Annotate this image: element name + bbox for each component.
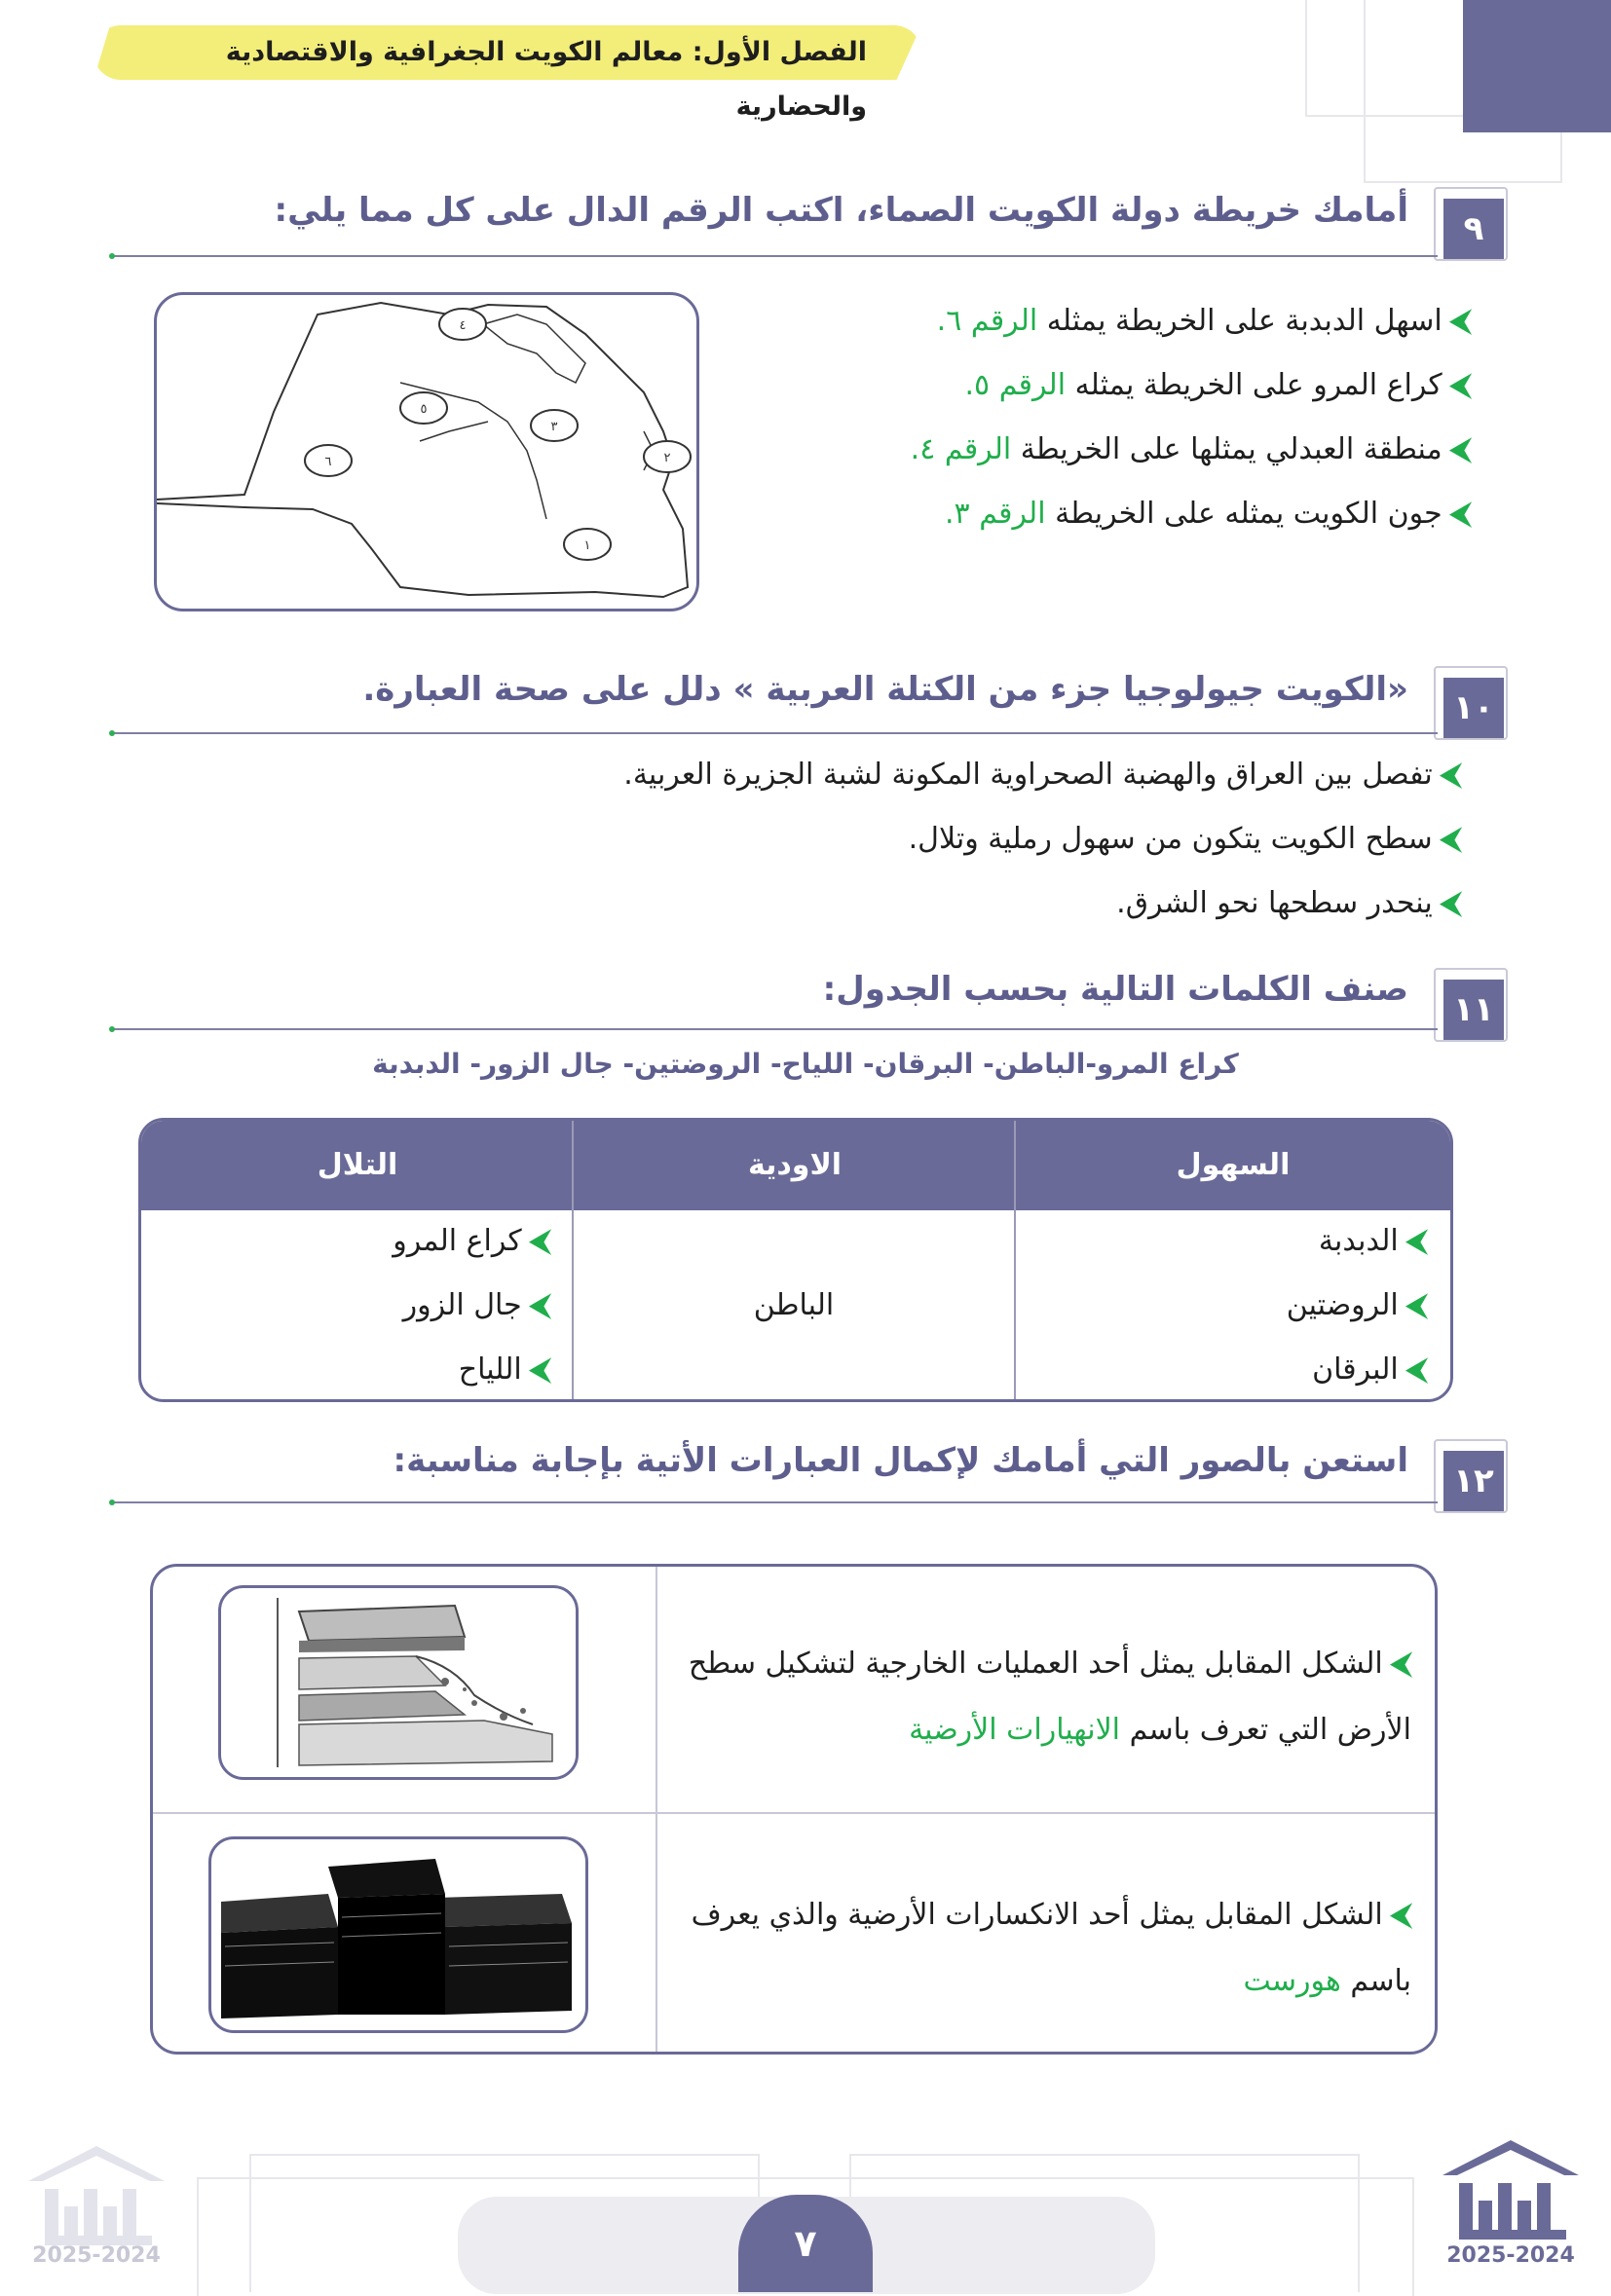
question-number-10: ١٠ xyxy=(1443,678,1504,738)
line-dot xyxy=(109,730,115,736)
question-number-11: ١١ xyxy=(1443,980,1504,1040)
arrow-icon: ⮜ xyxy=(1449,497,1471,531)
question-number-9: ٩ xyxy=(1443,199,1504,259)
q12-underline xyxy=(113,1501,1438,1503)
page-number: ٧ xyxy=(738,2195,873,2292)
map-label: ١ xyxy=(583,538,591,553)
q9-item: ⮜جون الكويت يمثله على الخريطة الرقم ٣. xyxy=(944,497,1471,531)
column-divider xyxy=(656,1567,657,2052)
valleys-item: الباطن xyxy=(753,1288,835,1322)
q10-item: ⮜سطح الكويت يتكون من سهول رملية وتلال. xyxy=(908,822,1461,856)
map-label: ٥ xyxy=(420,402,428,417)
q9-item: ⮜اسهل الدبدبة على الخريطة يمثله الرقم ٦. xyxy=(936,304,1471,338)
answer-text: الرقم ٦. xyxy=(936,304,1038,338)
landslide-illustration xyxy=(221,1588,576,1777)
arrow-icon: ⮜ xyxy=(1449,368,1471,402)
classification-table xyxy=(138,1118,1453,1402)
answer-text: الرقم ٥. xyxy=(964,368,1067,402)
landslide-image xyxy=(218,1585,579,1780)
answer-text: الانهيارات الأرضية xyxy=(909,1713,1121,1747)
q11-title: صنف الكلمات التالية بحسب الجدول: xyxy=(822,970,1408,1009)
kuwait-map-outline xyxy=(157,295,696,609)
q10-item: ⮜ينحدر سطحها نحو الشرق. xyxy=(1116,886,1461,920)
school-logo-icon xyxy=(23,2138,169,2255)
answer-text: الرقم ٤. xyxy=(910,432,1012,466)
kuwait-map xyxy=(154,292,699,611)
line-dot xyxy=(109,253,115,259)
arrow-icon: ⮜ xyxy=(1405,1224,1427,1258)
hills-item: ⮜اللياح xyxy=(458,1352,550,1387)
horst-illustration xyxy=(211,1839,585,2030)
answer-text: الرقم ٣. xyxy=(944,497,1046,531)
school-logo-icon xyxy=(1438,2132,1584,2249)
arrow-icon: ⮜ xyxy=(1405,1352,1427,1387)
column-divider xyxy=(572,1121,574,1399)
arrow-icon: ⮜ xyxy=(1449,432,1471,466)
logo-year-left: 2025-2024 xyxy=(32,2243,161,2268)
q9-item: ⮜منطقة العبدلي يمثلها على الخريطة الرقم ٤. xyxy=(910,432,1471,466)
column-divider xyxy=(1014,1121,1016,1399)
line-dot xyxy=(109,1026,115,1032)
arrow-icon: ⮜ xyxy=(529,1224,550,1258)
header-plains: السهول xyxy=(1016,1121,1450,1210)
plains-item: ⮜الدبدبة xyxy=(1318,1224,1427,1258)
arrow-icon: ⮜ xyxy=(1390,1647,1411,1681)
corner-block xyxy=(1463,0,1611,132)
q9-underline xyxy=(113,255,1438,257)
q10-item: ⮜تفصل بين العراق والهضبة الصحراوية المكونة لشبة الجزيرة العربية. xyxy=(623,758,1461,792)
q10-title: «الكويت جيولوجيا جزء من الكتلة العربية » دلل على صحة العبارة. xyxy=(362,670,1408,709)
arrow-icon: ⮜ xyxy=(529,1288,550,1322)
header-valleys: الاودية xyxy=(574,1121,1016,1210)
q11-word-list: كراع المرو-الباطن- البرقان- اللياح- الروضتين- جال الزور- الدبدبة xyxy=(372,1048,1239,1080)
question-number-12: ١٢ xyxy=(1443,1451,1504,1511)
header-hills: التلال xyxy=(141,1121,574,1210)
q11-underline xyxy=(113,1028,1438,1030)
arrow-icon: ⮜ xyxy=(1405,1288,1427,1322)
q12-row2-text: ⮜الشكل المقابل يمثل أحد الانكسارات الأرضية والذي يعرف باسم هورست xyxy=(691,1898,1411,1998)
arrow-icon: ⮜ xyxy=(1440,758,1461,792)
arrow-icon: ⮜ xyxy=(1440,822,1461,856)
map-label: ٣ xyxy=(550,420,558,434)
map-label: ٤ xyxy=(459,318,467,333)
arrow-icon: ⮜ xyxy=(1440,886,1461,920)
q12-row1-text: ⮜الشكل المقابل يمثل أحد العمليات الخارجية لتشكيل سطح الأرض التي تعرف باسم الانهيارات الأرضية xyxy=(688,1647,1411,1747)
arrow-icon: ⮜ xyxy=(529,1352,550,1387)
map-label: ٢ xyxy=(663,451,671,465)
arrow-icon: ⮜ xyxy=(1449,304,1471,338)
logo-year-right: 2025-2024 xyxy=(1446,2243,1575,2268)
hills-item: ⮜جال الزور xyxy=(402,1288,550,1322)
row-divider xyxy=(153,1812,1435,1814)
line-dot xyxy=(109,1500,115,1505)
arrow-icon: ⮜ xyxy=(1390,1898,1411,1932)
plains-item: ⮜البرقان xyxy=(1312,1352,1427,1387)
q9-title: أمامك خريطة دولة الكويت الصماء، اكتب الرقم الدال على كل مما يلي: xyxy=(274,191,1408,230)
chapter-title: الفصل الأول: معالم الكويت الجغرافية والاقتصادية والحضارية xyxy=(225,37,867,122)
map-label: ٦ xyxy=(324,455,332,469)
q12-title: استعن بالصور التي أمامك لإكمال العبارات الأتية بإجابة مناسبة: xyxy=(393,1441,1408,1480)
answer-text: هورست xyxy=(1243,1964,1341,1998)
q10-underline xyxy=(113,732,1438,734)
plains-item: ⮜الروضتين xyxy=(1286,1288,1427,1322)
hills-item: ⮜كراع المرو xyxy=(393,1224,550,1258)
q9-item: ⮜كراع المرو على الخريطة يمثله الرقم ٥. xyxy=(964,368,1471,402)
horst-image xyxy=(208,1836,588,2033)
